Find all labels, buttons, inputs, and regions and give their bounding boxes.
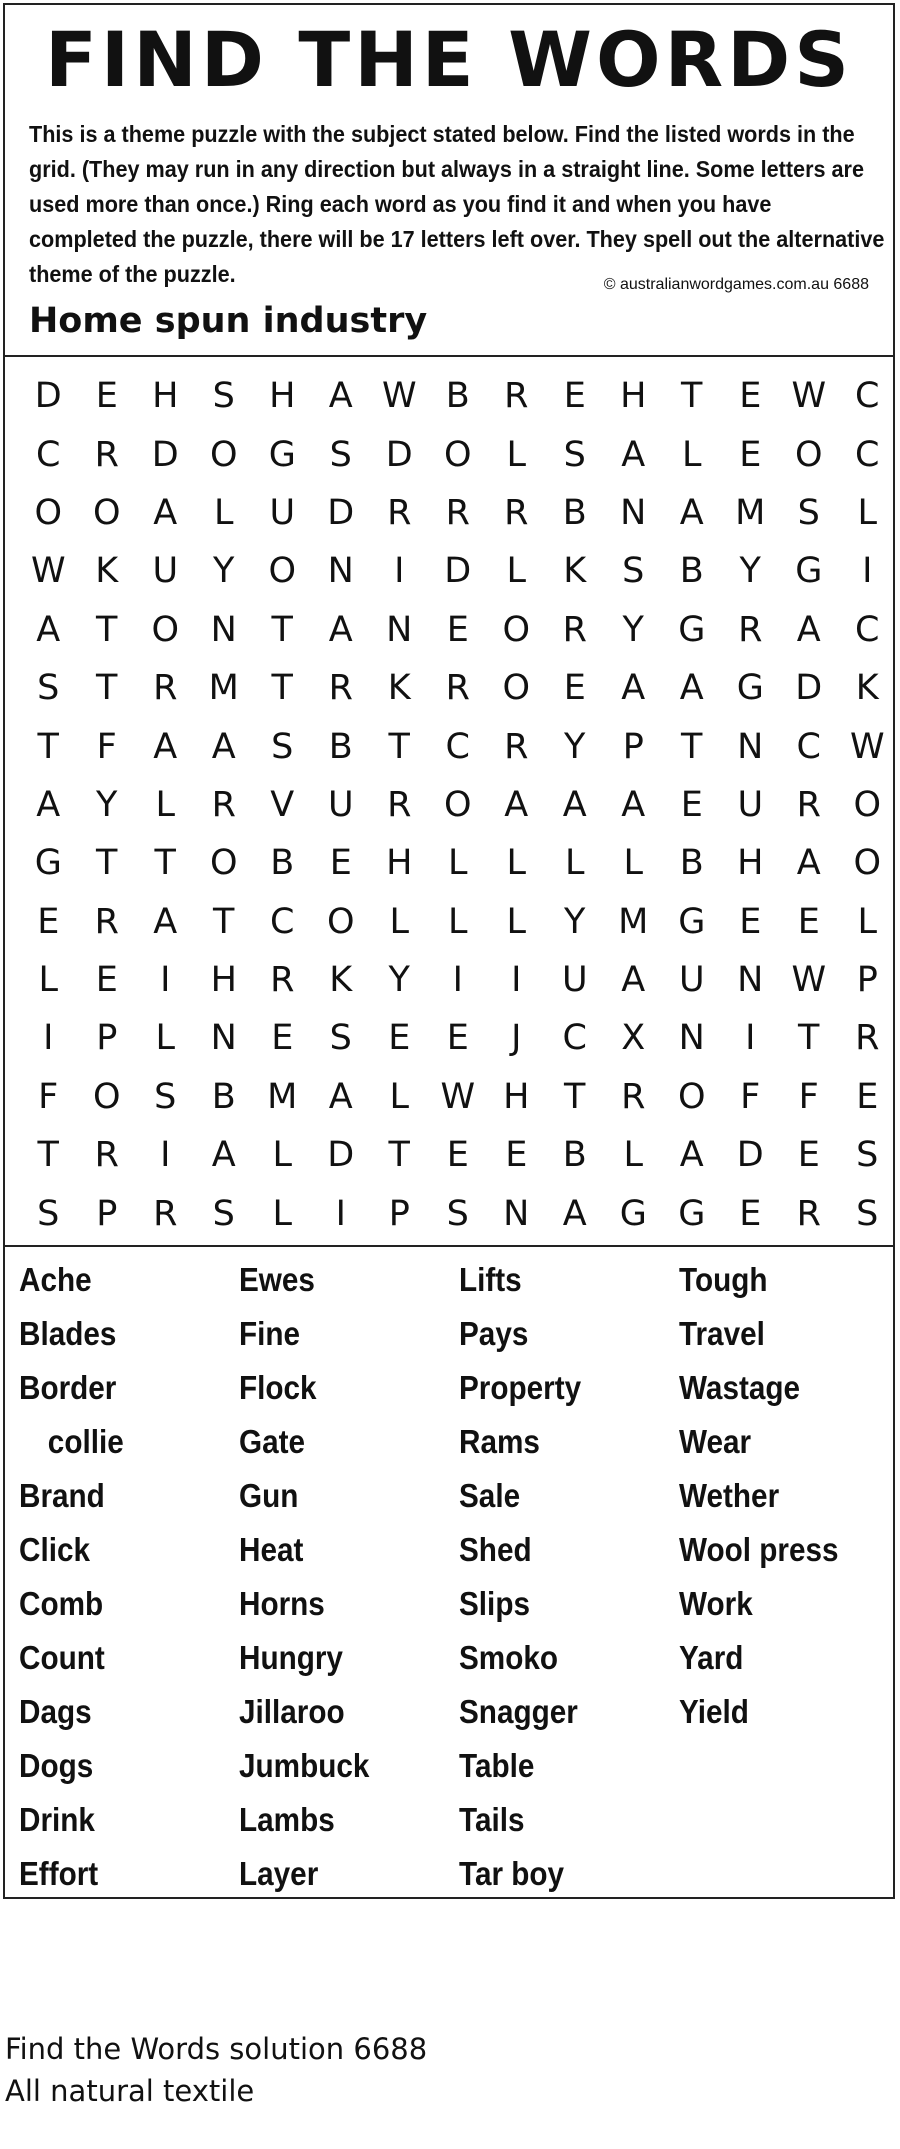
grid-letter[interactable]: T (271, 668, 293, 709)
word-column (679, 1253, 899, 1901)
grid-letter[interactable]: L (857, 492, 877, 533)
grid-letter[interactable]: C (562, 1018, 587, 1059)
grid-letter[interactable]: Y (739, 551, 761, 592)
word-list (5, 1247, 893, 1901)
grid-letter[interactable]: F (38, 1076, 59, 1117)
grid-letter[interactable]: G (34, 843, 62, 884)
grid-letter[interactable]: I (335, 1193, 346, 1234)
grid-letter[interactable]: S (797, 492, 820, 533)
grid-letter[interactable]: L (857, 901, 877, 942)
grid-letter[interactable]: D (444, 551, 472, 592)
grid-letter[interactable]: L (506, 551, 526, 592)
word-list-item: Jillaroo (239, 1693, 345, 1730)
grid-letter[interactable]: N (210, 1018, 237, 1059)
grid-letter[interactable]: I (745, 1018, 756, 1059)
grid-letter[interactable]: L (38, 960, 58, 1001)
word-list-item: Shed (459, 1531, 532, 1568)
grid-letter[interactable]: W (791, 376, 827, 417)
grid-letter[interactable]: U (152, 551, 179, 592)
grid-letter[interactable]: M (618, 901, 649, 942)
grid-letter[interactable]: P (388, 1193, 410, 1234)
word-list-item: Lambs (239, 1801, 335, 1838)
word-list-item: Dags (19, 1693, 92, 1730)
grid-letter[interactable]: I (511, 960, 522, 1001)
grid-letter[interactable]: R (387, 492, 412, 533)
grid-letter[interactable]: L (682, 434, 702, 475)
word-list-item: Rams (459, 1423, 540, 1460)
word-list-item: Dogs (19, 1747, 94, 1784)
grid-letter[interactable]: G (268, 434, 296, 475)
word-list-item: collie (47, 1423, 124, 1460)
grid-letter[interactable]: B (562, 1135, 587, 1176)
grid-letter[interactable]: G (678, 609, 706, 650)
grid-letter[interactable]: I (160, 960, 171, 1001)
grid-letter[interactable]: E (563, 668, 586, 709)
word-list-item: Count (19, 1639, 105, 1676)
grid-letter[interactable]: O (326, 901, 355, 942)
grid-letter[interactable]: H (737, 843, 764, 884)
grid-letter[interactable]: N (386, 609, 413, 650)
grid-letter[interactable]: A (328, 609, 353, 650)
word-list-item: Gun (239, 1477, 299, 1514)
grid-letter[interactable]: C (445, 726, 470, 767)
grid-letter[interactable]: O (443, 784, 472, 825)
grid-letter[interactable]: E (739, 376, 762, 417)
grid-letter[interactable]: L (623, 1135, 643, 1176)
grid-letter[interactable]: A (796, 609, 821, 650)
grid-letter[interactable]: H (269, 376, 296, 417)
grid-letter[interactable]: A (504, 784, 529, 825)
grid-letter[interactable]: R (562, 609, 587, 650)
grid-letter[interactable]: R (211, 784, 236, 825)
grid-letter[interactable]: T (154, 843, 176, 884)
word-list-item: Border (19, 1369, 117, 1406)
grid-letter[interactable]: Y (213, 551, 235, 592)
grid-letter[interactable]: B (562, 492, 587, 533)
grid-letter[interactable]: A (562, 1193, 587, 1234)
grid-letter[interactable]: P (96, 1018, 118, 1059)
word-list-item: Fine (239, 1315, 301, 1352)
word-list-item: Hungry (239, 1639, 343, 1676)
grid-letter[interactable]: D (34, 376, 62, 417)
grid-letter[interactable]: D (327, 1135, 355, 1176)
solution-answer: All natural textile (5, 2074, 255, 2108)
grid-letter[interactable]: T (681, 376, 703, 417)
grid-letter[interactable]: L (448, 901, 468, 942)
grid-letter[interactable]: R (621, 1076, 646, 1117)
grid-letter[interactable]: N (327, 551, 354, 592)
grid-letter[interactable]: O (209, 434, 238, 475)
grid-letter[interactable]: H (503, 1076, 530, 1117)
grid-letter[interactable]: O (443, 434, 472, 475)
puzzle-title: FIND THE WORDS (45, 15, 853, 104)
grid-letter[interactable]: G (678, 1193, 706, 1234)
word-list-item: Yard (679, 1639, 744, 1676)
grid-letter[interactable]: H (386, 843, 413, 884)
grid-letter[interactable]: T (37, 1135, 59, 1176)
grid-letter[interactable]: M (267, 1076, 298, 1117)
grid-letter[interactable]: P (856, 960, 878, 1001)
instructions-text: This is a theme puzzle with the subject stated below. Find the listed words in the grid. (They may run in any direction but always in a straight line. Some letters are used more than once.) Ring each word as you find it and when you have completed the puzzle, there will be 17 letters left over. They spell out the alternative theme of the puzzle. (29, 121, 885, 287)
grid-letter[interactable]: O (502, 609, 531, 650)
grid-letter[interactable]: E (739, 434, 762, 475)
grid-letter[interactable]: N (678, 1018, 705, 1059)
word-list-item: Work (679, 1585, 753, 1622)
grid-letter[interactable]: P (622, 726, 644, 767)
grid-letter[interactable]: W (381, 376, 417, 417)
grid-letter[interactable]: T (96, 668, 118, 709)
grid-letter[interactable]: R (270, 960, 295, 1001)
word-list-item: Heat (239, 1531, 304, 1568)
word-list-item: Comb (19, 1585, 104, 1622)
word-list-item: Ewes (239, 1261, 315, 1298)
word-list-item: Brand (19, 1477, 105, 1514)
grid-letter[interactable]: K (855, 668, 879, 709)
word-list-item: Wool press (679, 1531, 839, 1568)
grid-letter[interactable]: A (796, 843, 821, 884)
grid-letter[interactable]: A (328, 376, 353, 417)
grid-letter[interactable]: A (328, 1076, 353, 1117)
grid-letter[interactable]: E (388, 1018, 411, 1059)
grid-letter[interactable]: S (212, 376, 235, 417)
grid-letter[interactable]: C (36, 434, 61, 475)
letter-grid[interactable] (5, 357, 893, 1247)
grid-letter[interactable]: L (272, 1135, 292, 1176)
grid-letter[interactable]: L (389, 1076, 409, 1117)
grid-letter[interactable]: U (737, 784, 764, 825)
grid-letter[interactable]: E (739, 1193, 762, 1234)
word-column (459, 1253, 679, 1901)
grid-letter[interactable]: R (796, 784, 821, 825)
word-list-item: Table (459, 1747, 535, 1784)
grid-letter[interactable]: O (92, 1076, 121, 1117)
word-list-item: Snagger (459, 1693, 578, 1730)
grid-letter[interactable]: A (621, 434, 646, 475)
grid-letter[interactable]: R (504, 376, 529, 417)
grid-letter[interactable]: T (96, 843, 118, 884)
grid-letter[interactable]: C (270, 901, 295, 942)
grid-letter[interactable]: V (270, 784, 295, 825)
grid-letter[interactable]: O (151, 609, 180, 650)
grid-letter[interactable]: R (94, 901, 119, 942)
grid-letter[interactable]: L (155, 1018, 175, 1059)
grid-letter[interactable]: B (445, 376, 470, 417)
grid-letter[interactable]: L (155, 784, 175, 825)
grid-letter[interactable]: I (394, 551, 405, 592)
grid-letter[interactable]: C (796, 726, 821, 767)
copyright-text: © australianwordgames.com.au 6688 (603, 276, 869, 293)
word-list-item: Smoko (459, 1639, 559, 1676)
grid-letter[interactable]: P (96, 1193, 118, 1234)
grid-letter[interactable]: E (563, 376, 586, 417)
word-list-item: Jumbuck (239, 1747, 370, 1784)
grid-letter[interactable]: B (211, 1076, 236, 1117)
grid-letter[interactable]: O (853, 843, 882, 884)
grid-letter[interactable]: E (797, 1135, 820, 1176)
grid-letter[interactable]: R (153, 1193, 178, 1234)
word-list-item: Wether (679, 1477, 780, 1514)
grid-letter[interactable]: S (37, 1193, 60, 1234)
grid-letter[interactable]: T (213, 901, 235, 942)
grid-letter[interactable]: S (37, 668, 60, 709)
grid-letter[interactable]: E (797, 901, 820, 942)
grid-letter[interactable]: R (328, 668, 353, 709)
grid-letter[interactable]: W (791, 960, 827, 1001)
grid-letter[interactable]: L (506, 901, 526, 942)
grid-letter[interactable]: X (621, 1018, 646, 1059)
grid-letter[interactable]: E (680, 784, 703, 825)
grid-letter[interactable]: O (794, 434, 823, 475)
grid-letter[interactable]: E (856, 1076, 879, 1117)
grid-letter[interactable]: S (271, 726, 294, 767)
grid-letter[interactable]: O (92, 492, 121, 533)
word-list-item: Slips (459, 1585, 530, 1622)
grid-letter[interactable]: N (737, 726, 764, 767)
grid-letter[interactable]: R (504, 726, 529, 767)
grid-letter[interactable]: R (94, 1135, 119, 1176)
word-list-item: Lifts (459, 1261, 522, 1298)
grid-letter[interactable]: A (679, 492, 704, 533)
grid-letter[interactable]: L (214, 492, 234, 533)
grid-letter[interactable]: H (210, 960, 237, 1001)
word-column (19, 1253, 239, 1901)
grid-letter[interactable]: L (506, 843, 526, 884)
grid-letter[interactable]: N (210, 609, 237, 650)
word-list-item: Pays (459, 1315, 529, 1352)
grid-letter[interactable]: A (211, 726, 236, 767)
grid-letter[interactable]: T (564, 1076, 586, 1117)
grid-letter[interactable]: A (153, 492, 178, 533)
grid-letter[interactable]: G (795, 551, 823, 592)
grid-letter[interactable]: L (506, 434, 526, 475)
grid-letter[interactable]: S (212, 1193, 235, 1234)
grid-letter[interactable]: I (160, 1135, 171, 1176)
grid-letter[interactable]: Y (622, 609, 644, 650)
grid-letter[interactable]: U (269, 492, 296, 533)
grid-letter[interactable]: G (678, 901, 706, 942)
grid-letter[interactable]: A (621, 960, 646, 1001)
grid-letter[interactable]: E (37, 901, 60, 942)
grid-letter[interactable]: O (209, 843, 238, 884)
grid-letter[interactable]: D (327, 492, 355, 533)
word-list-item: Drink (19, 1801, 95, 1838)
grid-letter[interactable]: M (208, 668, 239, 709)
word-list-item: Click (19, 1531, 90, 1568)
grid-letter[interactable]: C (855, 376, 880, 417)
grid-letter[interactable]: J (511, 1018, 522, 1059)
grid-letter[interactable]: H (620, 376, 647, 417)
grid-letter[interactable]: E (446, 609, 469, 650)
grid-letter[interactable]: Y (388, 960, 410, 1001)
grid-letter[interactable]: S (329, 434, 352, 475)
grid-letter[interactable]: M (735, 492, 766, 533)
grid-letter[interactable]: R (504, 492, 529, 533)
grid-letter[interactable]: A (153, 901, 178, 942)
grid-letter[interactable]: E (446, 1135, 469, 1176)
grid-letter[interactable]: B (328, 726, 353, 767)
grid-letter[interactable]: C (855, 609, 880, 650)
grid-letter[interactable]: D (795, 668, 823, 709)
grid-letter[interactable]: S (446, 1193, 469, 1234)
grid-letter[interactable]: A (621, 784, 646, 825)
grid-letter[interactable]: H (152, 376, 179, 417)
word-list-item: Tough (679, 1261, 768, 1298)
grid-letter[interactable]: R (796, 1193, 821, 1234)
grid-letter[interactable]: I (452, 960, 463, 1001)
grid-letter[interactable]: I (862, 551, 873, 592)
grid-letter[interactable]: S (329, 1018, 352, 1059)
grid-letter[interactable]: T (798, 1018, 820, 1059)
word-list-item: Gate (239, 1423, 306, 1460)
grid-letter[interactable]: K (563, 551, 587, 592)
grid-letter[interactable]: S (856, 1193, 879, 1234)
grid-letter[interactable]: E (329, 843, 352, 884)
word-list-item: Ache (19, 1261, 92, 1298)
grid-letter[interactable]: Y (564, 726, 586, 767)
grid-letter[interactable]: E (271, 1018, 294, 1059)
grid-letter[interactable]: R (445, 492, 470, 533)
solution-section (5, 2028, 427, 2112)
grid-letter[interactable]: B (270, 843, 295, 884)
grid-letter[interactable]: F (798, 1076, 819, 1117)
grid-letter[interactable]: U (327, 784, 354, 825)
grid-letter[interactable]: O (677, 1076, 706, 1117)
solution-heading: Find the Words solution 6688 (5, 2032, 428, 2066)
word-list-item: Tar boy (459, 1855, 565, 1892)
word-list-item: Layer (239, 1855, 319, 1892)
grid-letter[interactable]: A (621, 668, 646, 709)
grid-letter[interactable]: O (268, 551, 297, 592)
grid-letter[interactable]: D (385, 434, 413, 475)
grid-letter[interactable]: Y (564, 901, 586, 942)
word-list-item: Sale (459, 1477, 521, 1514)
word-list-item: Property (459, 1369, 582, 1406)
grid-letter[interactable]: A (153, 726, 178, 767)
grid-letter[interactable]: S (856, 1135, 879, 1176)
grid-letter[interactable]: N (737, 960, 764, 1001)
grid-letter[interactable]: D (151, 434, 179, 475)
grid-letter[interactable]: N (620, 492, 647, 533)
word-list-item: Horns (239, 1585, 325, 1622)
grid-letter[interactable]: L (389, 901, 409, 942)
grid-letter[interactable]: L (448, 843, 468, 884)
grid-letter[interactable]: A (211, 1135, 236, 1176)
grid-letter[interactable]: R (387, 784, 412, 825)
word-list-item: Tails (459, 1801, 525, 1838)
grid-letter[interactable]: R (445, 668, 470, 709)
grid-letter[interactable]: Y (96, 784, 118, 825)
grid-letter[interactable]: S (622, 551, 645, 592)
grid-letter[interactable]: E (95, 376, 118, 417)
grid-letter[interactable]: R (855, 1018, 880, 1059)
word-list-item: Wear (679, 1423, 752, 1460)
grid-letter[interactable]: U (561, 960, 588, 1001)
grid-letter[interactable]: E (446, 1018, 469, 1059)
word-list-item: Flock (239, 1369, 317, 1406)
puzzle-header (5, 5, 893, 357)
grid-letter[interactable]: F (96, 726, 117, 767)
grid-letter[interactable]: T (96, 609, 118, 650)
grid-letter[interactable]: O (853, 784, 882, 825)
grid-letter[interactable]: E (505, 1135, 528, 1176)
grid-letter[interactable]: I (43, 1018, 54, 1059)
grid-letter[interactable]: W (440, 1076, 476, 1117)
grid-letter[interactable]: F (740, 1076, 761, 1117)
grid-letter[interactable]: A (679, 668, 704, 709)
puzzle-box (3, 3, 895, 1899)
grid-letter[interactable]: T (388, 1135, 410, 1176)
grid-letter[interactable]: K (329, 960, 353, 1001)
grid-letter[interactable]: G (619, 1193, 647, 1234)
grid-letter[interactable]: T (388, 726, 410, 767)
grid-letter[interactable]: S (563, 434, 586, 475)
grid-letter[interactable]: A (36, 609, 61, 650)
grid-letter[interactable]: B (679, 843, 704, 884)
grid-letter[interactable]: T (271, 609, 293, 650)
word-list-item: Blades (19, 1315, 117, 1352)
grid-letter[interactable]: E (95, 960, 118, 1001)
grid-letter[interactable]: O (34, 492, 63, 533)
grid-letter[interactable]: R (738, 609, 763, 650)
grid-letter[interactable]: A (36, 784, 61, 825)
grid-letter[interactable]: K (95, 551, 119, 592)
grid-letter[interactable]: E (739, 901, 762, 942)
puzzle-theme: Home spun industry (29, 301, 428, 341)
grid-letter[interactable]: A (679, 1135, 704, 1176)
grid-letter[interactable]: L (623, 843, 643, 884)
word-column (239, 1253, 459, 1901)
word-list-item: Wastage (679, 1369, 801, 1406)
grid-letter[interactable]: L (565, 843, 585, 884)
grid-letter[interactable]: A (562, 784, 587, 825)
grid-letter[interactable]: O (502, 668, 531, 709)
word-list-item: Yield (679, 1693, 749, 1730)
grid-letter[interactable]: K (387, 668, 411, 709)
grid-letter[interactable]: B (679, 551, 704, 592)
grid-letter[interactable]: T (681, 726, 703, 767)
grid-letter[interactable]: R (153, 668, 178, 709)
grid-letter[interactable]: T (37, 726, 59, 767)
grid-letter[interactable]: G (736, 668, 764, 709)
word-list-item: Effort (19, 1855, 99, 1892)
grid-letter[interactable]: W (849, 726, 885, 767)
grid-letter[interactable]: D (736, 1135, 764, 1176)
grid-letter[interactable]: U (678, 960, 705, 1001)
grid-letter[interactable]: S (154, 1076, 177, 1117)
grid-letter[interactable]: R (94, 434, 119, 475)
word-list-item: Travel (679, 1315, 765, 1352)
grid-letter[interactable]: N (503, 1193, 530, 1234)
grid-letter[interactable]: L (272, 1193, 292, 1234)
grid-letter[interactable]: W (30, 551, 66, 592)
grid-letter[interactable]: C (855, 434, 880, 475)
